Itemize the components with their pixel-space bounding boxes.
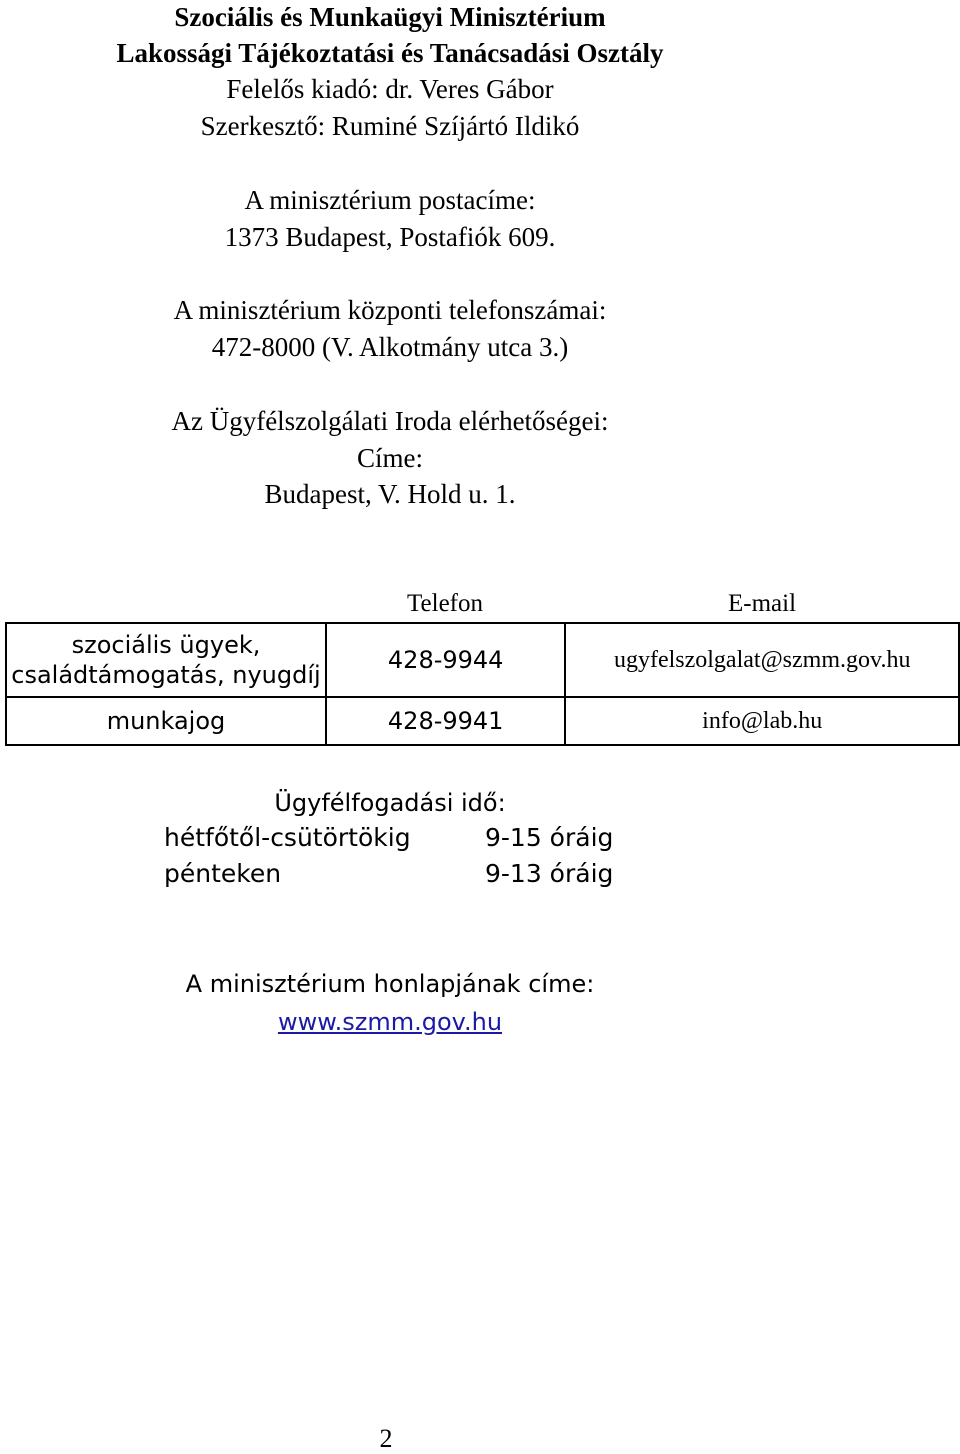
postal-label: A minisztérium postacíme: [244,185,536,215]
phone-cell: 428-9944 [326,623,565,697]
email-cell: info@lab.hu [565,697,959,745]
office-address-label: Címe: [357,443,423,473]
topic-cell [6,623,326,697]
opening-time: 9-15 óráig [485,823,614,852]
table-row [6,697,959,745]
page-number: 2 [379,1424,393,1453]
office-address: Budapest, V. Hold u. 1. [264,479,516,509]
topic-line: szociális ügyek, [71,631,261,659]
topic-cell: munkajog [6,697,326,745]
email-column-header: E-mail [727,590,797,617]
phones-label: A minisztérium központi telefonszámai: [173,295,607,325]
phone-column-header: Telefon [407,590,483,617]
department-name: Lakossági Tájékoztatási és Tanácsadási Osztály [116,38,664,68]
publisher-line: Felelős kiadó: dr. Veres Gábor [226,74,554,104]
contact-table [5,622,960,746]
postal-address: 1373 Budapest, Postafiók 609. [224,222,556,252]
table-row [6,623,959,697]
website-label: A minisztérium honlapjának címe: [185,970,595,998]
website-link[interactable]: www.szmm.gov.hu [277,1008,503,1036]
phones-numbers: 472-8000 (V. Alkotmány utca 3.) [211,332,569,362]
ministry-name: Szociális és Munkaügyi Minisztérium [174,2,606,32]
opening-time: 9-13 óráig [485,859,614,888]
opening-days: pénteken [164,859,282,888]
office-label: Az Ügyfélszolgálati Iroda elérhetőségei: [171,406,609,436]
website-link-wrapper [0,1004,780,1040]
phone-cell: 428-9941 [326,697,565,745]
topic-line: családtámogatás, nyugdíj [11,661,321,689]
email-cell: ugyfelszolgalat@szmm.gov.hu [565,623,959,697]
editor-line: Szerkesztő: Ruminé Szíjártó Ildikó [200,111,580,141]
opening-days: hétfőtől-csütörtökig [164,823,411,852]
opening-hours-label: Ügyfélfogadási idő: [274,789,506,817]
